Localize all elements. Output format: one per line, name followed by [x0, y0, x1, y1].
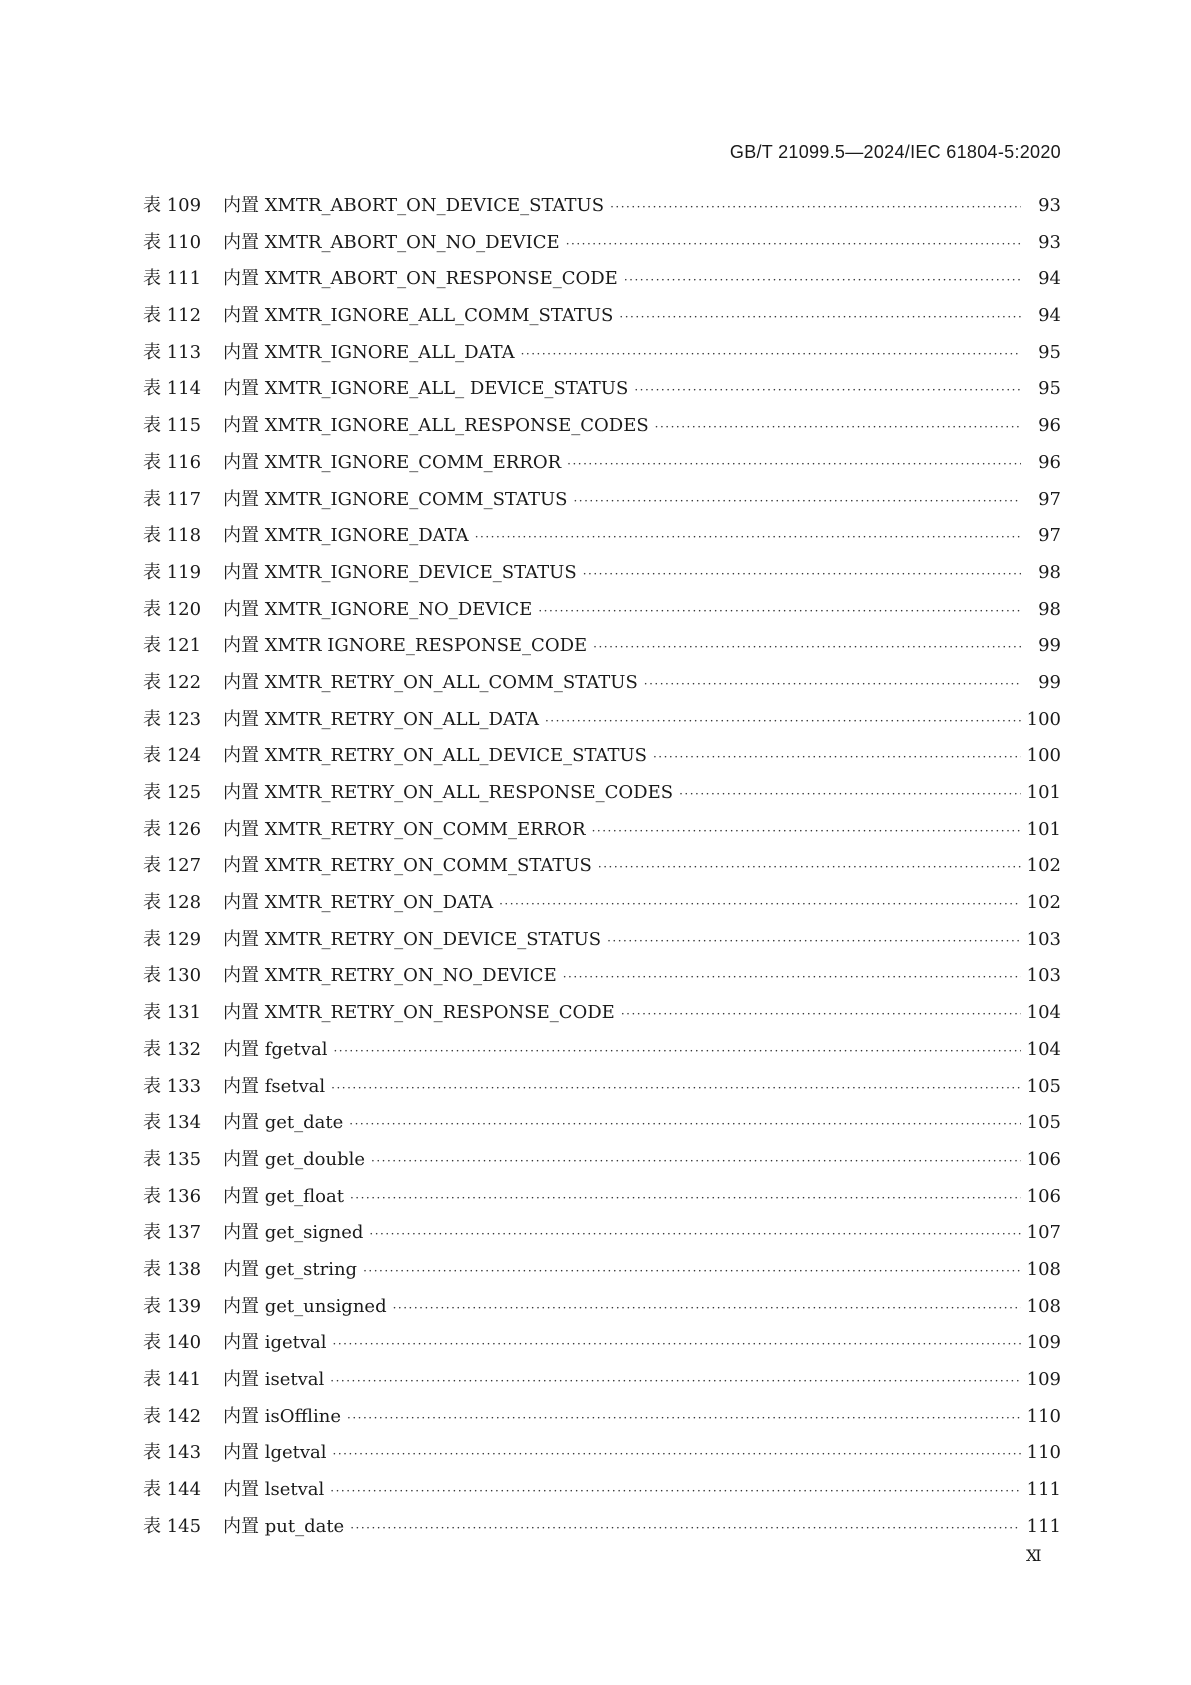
toc-entry[interactable]	[143, 631, 1061, 668]
toc-entry[interactable]	[143, 741, 1061, 778]
toc-leader-dots	[567, 457, 1021, 471]
toc-entry-page: 111	[1026, 1515, 1061, 1537]
toc-entry-page: 102	[1026, 892, 1061, 914]
toc-leader-dots	[545, 714, 1021, 728]
toc-entry-number: 表 128	[143, 892, 202, 914]
toc-entry-page: 94	[1038, 268, 1061, 290]
toc-entry-page: 98	[1038, 598, 1061, 620]
toc-entry-title: 内置 fgetval	[223, 1038, 328, 1060]
toc-leader-dots	[566, 237, 1021, 251]
toc-entry[interactable]	[143, 851, 1061, 888]
toc-entry-title: 内置 XMTR_RETRY_ON_ALL_RESPONSE_CODES	[223, 782, 674, 803]
toc-entry-number: 表 114	[143, 378, 202, 400]
toc-entry-title: 内置 XMTR_IGNORE_ALL_COMM_STATUS	[223, 305, 614, 327]
toc-entry-page: 101	[1026, 782, 1061, 803]
toc-entry-number: 表 138	[143, 1258, 202, 1280]
toc-entry-page: 109	[1026, 1332, 1061, 1354]
toc-entry-number: 表 112	[143, 305, 202, 327]
toc-entry[interactable]	[143, 1072, 1061, 1109]
toc-entry-page: 106	[1026, 1148, 1061, 1170]
toc-entry-number: 表 130	[143, 965, 202, 987]
toc-leader-dots	[333, 1447, 1021, 1461]
toc-entry-number: 表 124	[143, 745, 202, 767]
toc-entry-number: 表 137	[143, 1222, 202, 1244]
toc-entry-title: 内置 get_signed	[223, 1222, 364, 1244]
toc-leader-dots	[624, 273, 1021, 287]
toc-entry-title: 内置 XMTR IGNORE_RESPONSE_CODE	[223, 635, 588, 657]
toc-entry-number: 表 122	[143, 671, 202, 693]
toc-entry-title: 内置 XMTR_ABORT_ON_RESPONSE_CODE	[223, 268, 618, 290]
toc-leader-dots	[634, 383, 1021, 397]
toc-entry-number: 表 134	[143, 1112, 202, 1134]
toc-entry-number: 表 120	[143, 598, 202, 620]
toc-entry[interactable]	[143, 411, 1061, 448]
toc-entry-title: 内置 XMTR_IGNORE_ALL_ DEVICE_STATUS	[223, 378, 629, 400]
toc-leader-dots	[563, 970, 1021, 984]
toc-entry-page: 94	[1038, 305, 1061, 327]
toc-entry-title: 内置 XMTR_RETRY_ON_RESPONSE_CODE	[223, 1002, 615, 1024]
toc-entry-title: 内置 XMTR_IGNORE_NO_DEVICE	[223, 598, 533, 620]
toc-leader-dots	[679, 787, 1021, 801]
toc-leader-dots	[619, 310, 1021, 324]
toc-entry-title: 内置 XMTR_IGNORE_ALL_RESPONSE_CODES	[223, 415, 649, 437]
toc-leader-dots	[350, 1521, 1020, 1535]
toc-entry-page: 108	[1026, 1258, 1061, 1280]
toc-entry-title: 内置 get_date	[223, 1112, 344, 1134]
toc-entry-page: 107	[1026, 1222, 1061, 1244]
toc-entry-page: 110	[1026, 1405, 1061, 1427]
toc-entry-page: 103	[1026, 965, 1061, 987]
toc-entry-title: 内置 XMTR_RETRY_ON_ALL_COMM_STATUS	[223, 671, 638, 693]
toc-entry-number: 表 133	[143, 1075, 202, 1097]
toc-entry[interactable]	[143, 705, 1061, 742]
toc-entry[interactable]	[143, 1218, 1061, 1255]
toc-leader-dots	[607, 934, 1021, 948]
toc-leader-dots	[363, 1264, 1021, 1278]
toc-entry-page: 97	[1038, 488, 1061, 510]
toc-entry-number: 表 139	[143, 1295, 202, 1317]
toc-leader-dots	[521, 347, 1021, 361]
toc-entry-title: 内置 lsetval	[223, 1479, 325, 1501]
toc-entry-title: 内置 XMTR_ABORT_ON_NO_DEVICE	[223, 231, 560, 253]
toc-entry-title: 内置 isOffline	[223, 1405, 342, 1427]
toc-entry-number: 表 125	[143, 782, 202, 803]
toc-leader-dots	[347, 1411, 1021, 1425]
toc-leader-dots	[349, 1117, 1020, 1131]
toc-entry-title: 内置 get_float	[223, 1185, 344, 1207]
toc-leader-dots	[369, 1227, 1020, 1241]
toc-entry[interactable]	[143, 1365, 1061, 1402]
toc-leader-dots	[333, 1044, 1020, 1058]
toc-entry-number: 表 145	[143, 1515, 202, 1537]
toc-entry-number: 表 123	[143, 708, 202, 730]
toc-entry-page: 93	[1038, 231, 1061, 253]
toc-entry-number: 表 144	[143, 1479, 202, 1501]
toc-entry[interactable]	[143, 264, 1061, 301]
toc-entry-page: 95	[1038, 378, 1061, 400]
toc-entry-title: 内置 lgetval	[223, 1442, 327, 1464]
toc-entry[interactable]	[143, 1475, 1061, 1512]
toc-entry-page: 102	[1026, 855, 1061, 877]
toc-entry-title: 内置 XMTR_IGNORE_DEVICE_STATUS	[223, 561, 577, 583]
toc-entry[interactable]	[143, 961, 1061, 998]
toc-leader-dots	[583, 567, 1021, 581]
toc-entry-page: 101	[1026, 818, 1061, 840]
toc-entry-title: 内置 put_date	[223, 1515, 345, 1537]
toc-entry[interactable]	[143, 228, 1061, 265]
toc-leader-dots	[330, 1484, 1020, 1498]
toc-entry-number: 表 117	[143, 488, 202, 510]
toc-entry-title: 内置 XMTR_IGNORE_COMM_ERROR	[223, 451, 562, 473]
table-of-contents	[143, 191, 1061, 1548]
page-number-footer: Ⅺ	[1026, 1546, 1042, 1565]
toc-entry-title: 内置 get_double	[223, 1148, 366, 1170]
toc-entry[interactable]	[143, 1512, 1061, 1549]
toc-entry-page: 105	[1026, 1075, 1061, 1097]
document-header: GB/T 21099.5—2024/IEC 61804-5:2020	[729, 142, 1061, 162]
toc-entry-number: 表 109	[143, 195, 202, 216]
toc-entry-title: 内置 XMTR_RETRY_ON_COMM_ERROR	[223, 818, 586, 840]
toc-leader-dots	[621, 1007, 1021, 1021]
toc-entry-page: 109	[1026, 1369, 1061, 1390]
toc-entry[interactable]	[143, 1108, 1061, 1145]
toc-entry-title: 内置 XMTR_RETRY_ON_DATA	[223, 892, 494, 914]
toc-entry-number: 表 141	[143, 1369, 202, 1390]
toc-entry[interactable]	[143, 1328, 1061, 1365]
toc-entry[interactable]	[143, 1145, 1061, 1182]
toc-entry[interactable]	[143, 448, 1061, 485]
toc-entry-title: 内置 XMTR_RETRY_ON_ALL_DEVICE_STATUS	[223, 745, 647, 767]
toc-entry-page: 108	[1026, 1295, 1061, 1317]
toc-entry-title: 内置 isetval	[223, 1369, 325, 1390]
toc-entry-page: 96	[1038, 451, 1061, 473]
toc-entry[interactable]	[143, 1402, 1061, 1439]
toc-entry-number: 表 113	[143, 341, 202, 363]
toc-entry[interactable]	[143, 925, 1061, 962]
toc-entry-title: 内置 XMTR_RETRY_ON_COMM_STATUS	[223, 855, 592, 877]
toc-entry-title: 内置 get_string	[223, 1258, 358, 1280]
toc-entry[interactable]	[143, 521, 1061, 558]
toc-entry-title: 内置 fsetval	[223, 1075, 326, 1097]
toc-entry[interactable]	[143, 1438, 1061, 1475]
toc-entry-page: 99	[1038, 671, 1061, 693]
toc-entry-page: 104	[1026, 1002, 1061, 1024]
toc-entry[interactable]	[143, 191, 1061, 228]
toc-entry-page: 95	[1038, 341, 1061, 363]
toc-leader-dots	[592, 824, 1021, 838]
toc-entry-number: 表 135	[143, 1148, 202, 1170]
toc-leader-dots	[499, 897, 1021, 911]
toc-entry-title: 内置 XMTR_RETRY_ON_ALL_DATA	[223, 708, 539, 730]
toc-leader-dots	[610, 200, 1021, 214]
toc-entry-title: 内置 XMTR_RETRY_ON_DEVICE_STATUS	[223, 928, 602, 950]
toc-entry-page: 96	[1038, 415, 1061, 437]
toc-entry[interactable]	[143, 1292, 1061, 1329]
toc-entry-title: 内置 XMTR_RETRY_ON_NO_DEVICE	[223, 965, 557, 987]
toc-leader-dots	[333, 1337, 1021, 1351]
toc-entry-number: 表 140	[143, 1332, 202, 1354]
toc-leader-dots	[593, 640, 1021, 654]
toc-leader-dots	[393, 1301, 1021, 1315]
toc-entry[interactable]	[143, 778, 1061, 815]
toc-entry[interactable]	[143, 888, 1061, 925]
toc-entry[interactable]	[143, 301, 1061, 338]
toc-entry-number: 表 121	[143, 635, 202, 657]
toc-entry-number: 表 110	[143, 231, 202, 253]
toc-entry-number: 表 126	[143, 818, 202, 840]
toc-entry-page: 106	[1026, 1185, 1061, 1207]
toc-entry-number: 表 119	[143, 561, 202, 583]
toc-leader-dots	[350, 1191, 1021, 1205]
toc-entry-page: 111	[1026, 1479, 1061, 1501]
toc-leader-dots	[644, 677, 1021, 691]
toc-entry-number: 表 116	[143, 451, 202, 473]
toc-leader-dots	[538, 604, 1021, 618]
toc-entry-number: 表 142	[143, 1405, 202, 1427]
toc-entry-page: 100	[1026, 708, 1061, 730]
toc-entry-title: 内置 XMTR_IGNORE_COMM_STATUS	[223, 488, 568, 510]
toc-entry-number: 表 127	[143, 855, 202, 877]
toc-entry-page: 105	[1026, 1112, 1061, 1134]
toc-entry-page: 100	[1026, 745, 1061, 767]
toc-entry-number: 表 143	[143, 1442, 202, 1464]
toc-entry-title: 内置 XMTR_IGNORE_ALL_DATA	[223, 341, 515, 363]
toc-entry[interactable]	[143, 668, 1061, 705]
toc-entry-number: 表 131	[143, 1002, 202, 1024]
toc-entry-title: 内置 get_unsigned	[223, 1295, 387, 1317]
toc-entry[interactable]	[143, 374, 1061, 411]
toc-leader-dots	[598, 860, 1021, 874]
toc-entry-number: 表 111	[143, 268, 202, 290]
toc-entry-title: 内置 XMTR_ABORT_ON_DEVICE_STATUS	[223, 195, 605, 216]
toc-leader-dots	[371, 1154, 1021, 1168]
toc-leader-dots	[330, 1374, 1020, 1388]
toc-entry[interactable]	[143, 1255, 1061, 1292]
toc-leader-dots	[655, 420, 1021, 434]
toc-entry[interactable]	[143, 338, 1061, 375]
toc-entry-page: 97	[1038, 525, 1061, 547]
toc-entry[interactable]	[143, 1182, 1061, 1219]
toc-leader-dots	[331, 1081, 1020, 1095]
toc-entry[interactable]	[143, 595, 1061, 632]
toc-entry-title: 内置 igetval	[223, 1332, 327, 1354]
toc-entry[interactable]	[143, 485, 1061, 522]
toc-entry-page: 99	[1038, 635, 1061, 657]
toc-leader-dots	[573, 494, 1021, 508]
toc-entry-number: 表 129	[143, 928, 202, 950]
toc-entry[interactable]	[143, 815, 1061, 852]
toc-leader-dots	[475, 530, 1021, 544]
toc-entry-number: 表 132	[143, 1038, 202, 1060]
toc-entry-number: 表 115	[143, 415, 202, 437]
toc-entry-number: 表 118	[143, 525, 202, 547]
toc-entry-title: 内置 XMTR_IGNORE_DATA	[223, 525, 469, 547]
toc-leader-dots	[653, 750, 1021, 764]
toc-entry-number: 表 136	[143, 1185, 202, 1207]
toc-entry-page: 103	[1026, 928, 1061, 950]
toc-entry[interactable]	[143, 558, 1061, 595]
toc-entry-page: 93	[1038, 195, 1061, 216]
toc-entry-page: 104	[1026, 1038, 1061, 1060]
toc-entry-page: 110	[1026, 1442, 1061, 1464]
toc-entry[interactable]	[143, 1035, 1061, 1072]
toc-entry-page: 98	[1038, 561, 1061, 583]
toc-entry[interactable]	[143, 998, 1061, 1035]
